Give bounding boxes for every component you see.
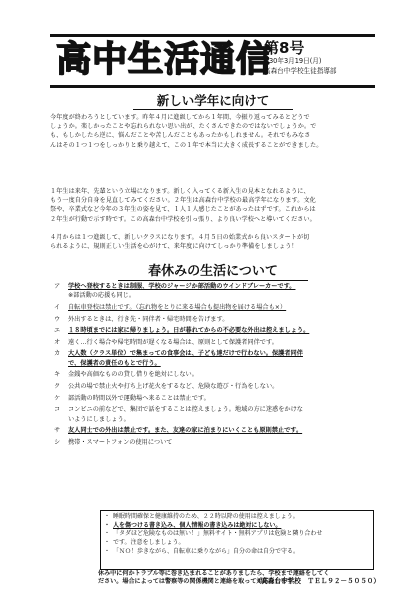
text-line: ４月からは１つ進級して、新しいクラスになります。４月５日の始業式から良いスタートが切 bbox=[50, 234, 310, 241]
issue-date: H30年3月19日(月) bbox=[264, 57, 322, 65]
rule-marker: イ bbox=[54, 304, 61, 311]
text-line: 祭や、卒業式など今年の３年生の姿を見て、１人１人感じたことがあったはずです。これからは bbox=[50, 206, 316, 214]
phone-rules-box bbox=[100, 510, 374, 570]
rule-text: ※部活動の応援も同じ。 bbox=[68, 292, 136, 300]
article1-paragraph3 bbox=[50, 233, 380, 260]
phone-rule: ・ 睡眠時間確保と健康維持のため、２２時以降の使用は控えましょう。 bbox=[113, 513, 369, 522]
article2-heading: 春休みの生活について bbox=[118, 264, 308, 281]
rule-item bbox=[52, 382, 382, 391]
rule-text: 遠く…行く場合や帰宅時間が遅くなる場合は、原則として保護者同伴です。 bbox=[68, 338, 278, 346]
rule-marker: サ bbox=[54, 427, 61, 435]
article1-heading: 新しい学年に向けて bbox=[133, 93, 293, 110]
rule-item bbox=[52, 349, 382, 368]
text-line: もう一度自分自身を見直してみてください。２年生は高森台中学校の最高学年になります。文化 bbox=[50, 197, 316, 205]
text-line: られるように、規則正しい生活を心がけて、来年度に向けてしっかり準備をしましょう！ bbox=[50, 243, 298, 251]
school-contact: （高森台中学校 ＴＥＬ９２－５０５０） bbox=[254, 577, 380, 585]
rule-text: で、保護者の責任のもとで行う。 bbox=[68, 359, 161, 367]
rule-marker: ア bbox=[54, 283, 61, 290]
rule-marker: キ bbox=[54, 371, 61, 379]
rule-item bbox=[52, 326, 382, 335]
text-line: んはその１つ１つをしっかりと乗り越えて、この１年で本当に大きく成長することができました。 bbox=[50, 141, 323, 149]
article1-paragraph2 bbox=[50, 187, 380, 233]
footer-line: 休み中に何かトラブル等に巻き込まれることがありましたら、学校まで連絡をしてく bbox=[98, 570, 330, 577]
rule-marker: オ bbox=[54, 338, 61, 346]
rule-item bbox=[52, 405, 382, 424]
rule-item bbox=[52, 438, 382, 447]
rule-text: 学校へ登校するときは制服、学校のジャージか部活動のウインドブレーカーです。 bbox=[68, 283, 296, 290]
spring-break-rules bbox=[52, 282, 382, 449]
rule-text: いようにしましょう。 bbox=[68, 415, 130, 423]
rule-text: 自転車登校は禁止です。（忘れ物をとりに来る場合も提出物を届ける場合も×） bbox=[68, 304, 287, 311]
publisher: 高森台中学校生徒指導部 bbox=[264, 67, 337, 75]
rule-text: 金銭や高価なものの貸し借りを絶対にしない。 bbox=[68, 371, 198, 379]
issue-number: 第8号 bbox=[264, 39, 305, 57]
rule-marker: コ bbox=[54, 406, 61, 414]
rule-text: 携帯・スマートフォンの使用について bbox=[68, 438, 173, 446]
rule-item bbox=[52, 426, 382, 435]
phone-rule-continued: ・ です。注意をしましょう。 bbox=[113, 539, 369, 548]
rule-item bbox=[52, 370, 382, 379]
rule-item bbox=[52, 303, 382, 312]
article1-paragraph1 bbox=[50, 113, 380, 187]
text-line: 今年度が終わろうとしています。昨年４月に進級してから１年間、今振り返ってみるとどうで bbox=[50, 114, 310, 121]
rule-text: 友人同士での外出は禁止です。また、友達の家に泊まりにいくことも原則禁止です。 bbox=[68, 427, 303, 435]
text-line: も、もしかしたら逆に、悩んだことや苦しんだこともあったかもしれません。それでもみなさ bbox=[50, 132, 311, 140]
rule-text: 外出するときは、行き先・同伴者・帰宅時間を告げます。 bbox=[68, 315, 229, 323]
rule-marker: エ bbox=[54, 327, 61, 335]
rule-marker: ウ bbox=[54, 315, 61, 323]
rule-item bbox=[52, 315, 382, 324]
phone-rule: ・ 「ＮＯ！歩きながら、自転車に乗りながら」自分の命は自分で守る。 bbox=[113, 548, 369, 557]
text-line: ２年生が行動で示す時です。この高森台中学校を引っ張り、より良い学校へと導いてください。 bbox=[50, 215, 316, 223]
rule-marker: カ bbox=[54, 350, 61, 358]
masthead bbox=[50, 34, 375, 88]
rule-text: １８時頃までには家に帰りましょう。日が暮れてからの不必要な外出は控えましょう。 bbox=[68, 327, 310, 335]
newsletter-title: 高中生活通信 bbox=[56, 40, 273, 80]
footer-line: ださい。場合によっては警察等の関係機関と連絡を取って対応をします。 bbox=[98, 578, 299, 586]
rule-marker: シ bbox=[54, 438, 61, 446]
rule-text: コンビニの前などで、集団で話をすることは控えましょう。地域の方に迷惑をかけな bbox=[68, 406, 303, 414]
rule-text: 部活動の時間以外で運動場へ来ることは禁止です。 bbox=[68, 394, 210, 402]
rule-item bbox=[52, 394, 382, 403]
rule-text: 公共の場で禁止火や打ち上げ花火をするなど、危険な遊び・行為をしない。 bbox=[68, 382, 279, 390]
rule-item bbox=[52, 282, 382, 301]
text-line: しょうか。楽しかったことや忘れられない思い出が、たくさんできたのではないでしょうか。で bbox=[50, 123, 317, 131]
rule-text: 大人数（クラス単位）で集まっての食事会は、子ども達だけで行わない。保護者同伴 bbox=[68, 350, 303, 358]
rule-marker: ケ bbox=[54, 394, 61, 402]
rule-item bbox=[52, 338, 382, 347]
text-line: １年生は来年、先輩という立場になります。新しく入ってくる新入生の見本となれるように、 bbox=[50, 188, 310, 195]
phone-rule: ・ 人を傷つける書き込み、個人情報の書き込みは絶対にしない。 bbox=[113, 522, 369, 531]
phone-rules-list bbox=[101, 511, 373, 557]
phone-rule: ・ 「タダほど危険なものは無い！」無料サイト・無料アプリは危険と隣り合わせ bbox=[113, 530, 369, 539]
rule-marker: ク bbox=[54, 382, 61, 390]
